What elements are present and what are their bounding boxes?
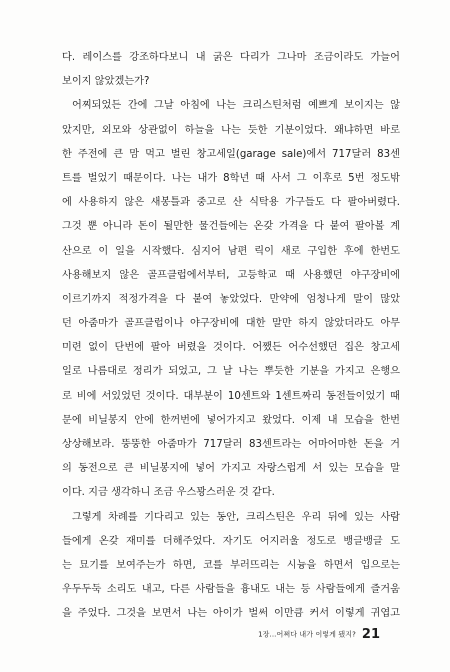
text-line: 우두두둑 소리도 내고, 다른 사람들을 흉내도 내는 등 사람들에게 즐거움 — [62, 584, 400, 596]
text-line: 로 비에 서있었던 것이다. 대부분이 10센트와 1센트짜리 동전들이었기 때 — [62, 390, 400, 402]
text-line: 들에게 온갖 재미를 더해주었다. 자기도 어지러울 정도로 뱅글뱅글 도 — [62, 535, 400, 547]
text-line: 에 사용하지 않은 새봉틀과 중고로 산 식탁용 가구들도 다 팔아버렸다. — [62, 197, 400, 209]
text-line: 그렇게 차례를 기다리고 있는 동안, 크리스틴은 우리 뒤에 있는 사람 — [72, 511, 400, 523]
text-line: 그것 뿐 아니라 돈이 될만한 물건들에는 온갖 가격을 다 붙여 팔아볼 계 — [62, 221, 400, 233]
text-line: 한 주전에 큰 맘 먹고 벌린 창고세일(garage sale)에서 717달러 83센 — [62, 148, 400, 160]
text-line: 는 묘기를 보여주는가 하면, 코를 부러뜨리는 시늉을 하면서 입으로는 — [62, 559, 400, 571]
text-line: 상상해보라. 뚱뚱한 아줌마가 717달러 83센트라는 어마어마한 돈을 거 — [62, 439, 400, 450]
running-head: 1장...어쩌다 내가 이렇게 됐지? — [258, 630, 356, 639]
body-text — [62, 46, 400, 627]
text-line: 다. 레이스를 강조하다보니 내 굵은 다리가 그나마 조금이라도 가늘어 — [62, 52, 400, 63]
text-line: 보이지 않았겠는가? — [62, 76, 150, 88]
page-number: 21 — [361, 627, 380, 642]
text-line: 미련 없이 단번에 팔아 버렸을 것이다. 어쨌든 어수선했던 집은 창고세 — [62, 342, 400, 354]
text-line: 어찌되었든 간에 그날 아침에 나는 크리스틴처럼 예쁘게 보이지는 않 — [72, 100, 400, 112]
text-line: 사용해보지 않은 골프클럽에서부터, 고등학교 때 사용했던 야구장비에 — [62, 269, 400, 281]
text-line: 았지만, 외모와 상관없이 하늘을 나는 듯한 기분이었다. 왜냐하면 바로 — [62, 124, 400, 136]
text-line: 이다. 지금 생각하니 조금 우스꽝스러운 것 같다. — [62, 487, 275, 499]
text-line: 문에 비닐봉지 안에 한꺼번에 넣어가지고 왔었다. 이제 내 모습을 한번 — [62, 414, 400, 426]
text-line: 산으로 이 일을 시작했다. 심지어 남편 릭이 새로 구입한 후에 한번도 — [62, 245, 400, 257]
page-footer — [0, 624, 380, 643]
text-line: 던 아줌마가 골프클럽이나 야구장비에 대한 말만 하지 않았더라도 아무 — [62, 318, 400, 330]
text-line: 의 동전으로 큰 비닐봉지에 넣어 가지고 자랑스럽게 서 있는 모습을 말 — [62, 463, 400, 475]
text-line: 트를 벌었기 때문이다. 나는 내가 8학년 때 사서 그 이후로 5번 정도밖 — [62, 172, 400, 184]
text-line: 이르기까지 적정가격을 다 붙여 놓았었다. 만약에 엄청나게 말이 많았 — [62, 293, 400, 305]
text-line: 일로 나름대로 정리가 되었고, 그 날 나는 뿌듯한 기분을 가지고 은행으 — [62, 366, 400, 378]
text-line: 을 주었다. 그것을 보면서 나는 아이가 벌써 이만큼 커서 이렇게 귀엽고 — [62, 608, 400, 620]
